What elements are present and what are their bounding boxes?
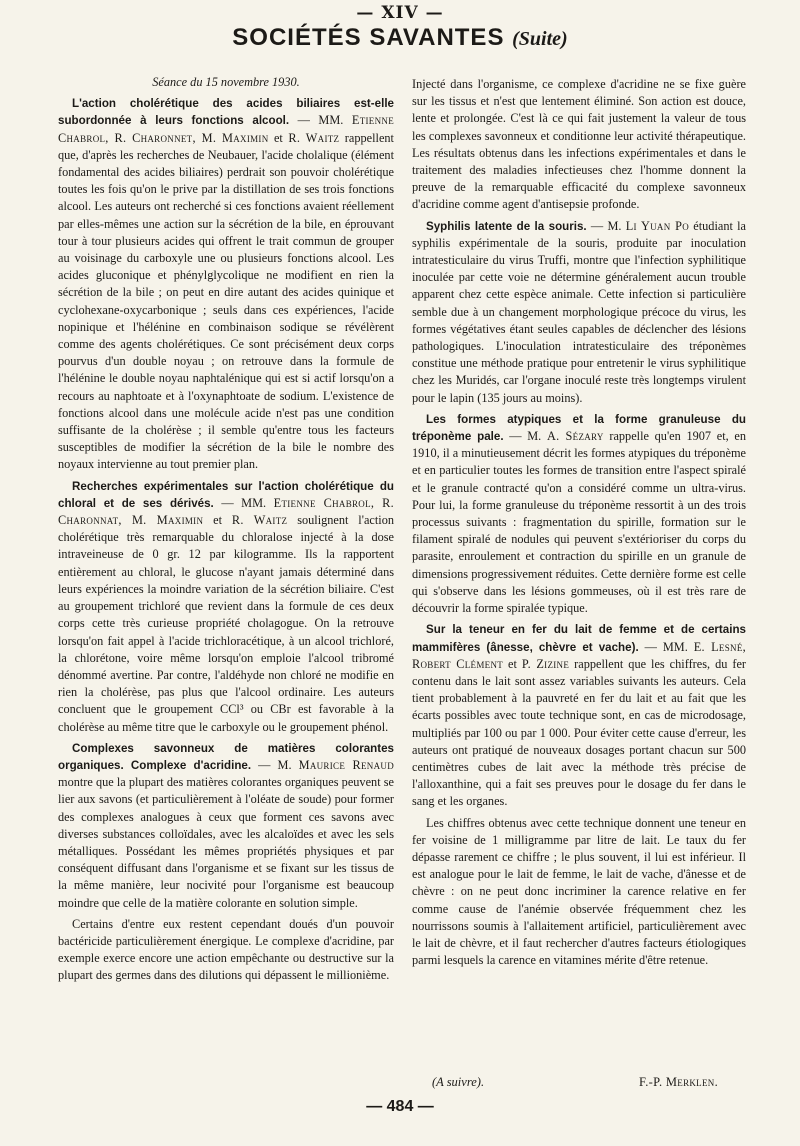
left-column (58, 74, 394, 1102)
article-title: Recherches expérimentales sur l'action cholérétique du chloral et de ses dérivés. (58, 479, 394, 510)
signature-author: F.-P. Merklen. (639, 1075, 718, 1089)
authors: E. Lesné, Robert Clément (412, 639, 746, 671)
right-column (412, 76, 746, 1104)
article-acides-biliaires (58, 95, 394, 473)
article-acridine (58, 740, 394, 912)
title-suite: (Suite) (512, 28, 568, 50)
authors-and: et (203, 513, 232, 528)
article-title: Syphilis latente de la souris. (426, 219, 587, 233)
authors-last: P. Zizine (521, 656, 570, 671)
article-fer-lait (412, 621, 746, 810)
to-be-continued: (A suivre). (432, 1075, 485, 1089)
page-number: — 484 — (366, 1098, 434, 1115)
authors-prefix: — M. (251, 757, 299, 772)
authors-prefix: — MM. (638, 639, 694, 654)
authors: Etienne Chabrol, R. Charonnat, M. Maximin (58, 495, 394, 528)
article-title: Complexes savonneux de matières colorantes organiques. Complexe d'acridine. (58, 741, 394, 772)
authors: A. Sézary (546, 429, 604, 444)
article-treponeme (412, 411, 746, 617)
article-acridine-continued: Injecté dans l'organisme, ce complexe d'acridine ne se fixe guère sur les tissus et n'est que lentement éliminé. Son action est douce, lente et prolongée. C'est là ce qui fait justement la valeur de tous les complexes savonneux et conditionne leur activité thérapeutique. Les résultats obtenus dans les infections expérimentales et dans le traitement des maladies infectieuses chez l'homme donnent la preuve de la remarquable efficacité du complexe savonneux d'acridine comme agent d'antisepsie profonde. (412, 77, 746, 212)
authors-last: R. Waitz (288, 130, 340, 145)
article-chloral (58, 478, 394, 736)
authors: Li Yuan Po (625, 218, 690, 233)
roman-folio: — XIV — (356, 3, 444, 23)
authors-prefix: — M. (503, 429, 547, 444)
authors-last: R. Waitz (231, 513, 288, 528)
article-body: montre que la plupart des matières colorantes organiques peuvent se lier aux savons (et particulièrement à l'oléate de soude) pour former des complexes analogues à ceux que forment ces savons avec diverses substances colloïdales, avec les alcaloïdes et avec les sels métalliques. Possédant les mêmes propriétés physiques et par conséquent diffusant dans l'organisme et se fixant sur les tissus de la même manière, leur nocivité pour l'organisme est beaucoup moindre que celle de la matière colorante en solution simple. (58, 775, 394, 910)
authors: Maurice Renaud (298, 757, 394, 772)
article-title: Les formes atypiques et la forme granuleuse du tréponème pale. (412, 412, 746, 444)
article-signoff (412, 1075, 746, 1095)
article-title: Sur la teneur en fer du lait de femme et de certains mammifères (ânesse, chèvre et vache). (412, 623, 746, 654)
authors-and: et (503, 656, 522, 671)
article-title: L'action cholérétique des acides biliaires est-elle subordonnée à leurs fonctions alcool. (58, 97, 394, 128)
authors-prefix: — MM. (213, 495, 274, 510)
authors-prefix: — M. (586, 218, 626, 233)
authors: Etienne Chabrol, R. Charonnet, M. Maximin (58, 113, 394, 145)
authors-prefix: — MM. (289, 113, 352, 128)
page-title (0, 24, 800, 52)
article-body: rappellent que les chiffres, du fer contenu dans le lait sont assez variables suivants les auteurs. Cela tient probablement à la pauvreté en fer du lait et au fait que les écarts possibles avec toute technique sont, en cas de microdosage, multipliés par 100 ou par 1 000. Pour éviter cette cause d'erreur, les auteurs ont pratiqué de nouveaux dosages portant chacun sur 500 centimètres cubes de lait avec la méthode très précise de l'alloxanthine, qui a fait ses preuves pour le dosage du fer dans le sang et les organes. (412, 656, 746, 809)
article-acridine-paragraph-2: Certains d'entre eux restent cependant doués d'un pouvoir bactéricide particulièrement énergique. Le complexe d'acridine, par exemple exerce encore une action empêchante ou destructive sur la plupart des germes dans des dilutions qui dépassent le millionième. (58, 916, 394, 983)
title-main: SOCIÉTÉS SAVANTES (232, 24, 505, 51)
article-syphilis-souris (412, 218, 746, 407)
authors-and: et (268, 130, 289, 145)
article-body: rappellent que, d'après les recherches de Neubauer, l'acide cholalique (élément fondamental des acides biliaires) perdrait son pouvoir cholérétique toutes les fois qu'on le prive par la distillation de ses trois fonctions alcool. Les auteurs ont recherché si ces fonctions avaient réellement par elles-mêmes une action sur la sécrétion de la bile, en éprouvant tour à tour plusieurs acides qui offrent le trait commun de grouper au voisinage du carboxyle une ou plusieurs fonctions alcool. Les acides gluconique et phénylglycolique ne modifient en rien la sécrétion de la bile ; on peut en dire autant des acides quinique et cyclohexane-oxycarbonique ; seuls dans ces expériences, l'acide nopinique et l'hélénine en combinaison sodique se révélèrent comme des agents cholérétiques. Ce sont précisément deux corps pourvus d'un double noyau ; on retrouve dans la formule de l'hélénine le double noyau naphtalénique qui est si actif lorsqu'on a recours au naphtoate et à l'oxynaphtoate de sodium. L'existence de fonctions alcool dans une molécule acide n'est pas une condition suffisante de la cholérèse ; il semble qu'entre tous les facteurs susceptibles de modifier la sécrétion de la bile le nombre des noyaux intervienne au tout premier plan. (58, 130, 394, 472)
seance-date: Séance du 15 novembre 1930. (152, 75, 300, 89)
article-body: soulignent l'action cholérétique très remarquable du chloralose injecté à la dose intraveineuse de 0 gr. 12 par kilogramme. Ils la rapportent entièrement au chloral, le glucose n'ayant jamais déterminé dans leurs expériences la moindre variation de la sécrétion biliaire. C'est au groupement trichloré que revient dans la formule de ces deux corps cette très curieuse propriété cholagogue. On la retrouve lorsqu'on fait appel à l'acide trichloracétique, à un alcool trichloré, la chlorétone, voire même lorsqu'on emploie l'alcool tribromé dénommé avertine. Par contre, l'aldéhyde non chloré ne modifie en rien la cholérèse, pas plus que l'alcool ordinaire. Les auteurs concluent que le groupement CCl³ ou CBr est favorable à la cholérèse au même titre que le carboxyle ou le groupement phénol. (58, 513, 394, 734)
article-body: rappelle qu'en 1907 et, en 1910, il a minutieusement décrit les formes atypiques du tréponème et en particulier toutes les formes de transition entre l'aspect spiralé et le granule contracté qu'on a considéré comme un ultra-virus. Pour lui, la forme granuleuse du tréponème ressortit à un des trois processus suivants : fragmentation du spirille, formation sur le filament spiralé de nodules qui peuvent s'extérioriser du corps du parasite, enroulement et contraction du spirille en un granule de dimensions progressivement réduites. Cette dernière forme est celle qui s'observe dans les lésions gommeuses, où il est très rare de découvrir la forme spiralée typique. (412, 429, 746, 616)
article-fer-lait-paragraph-2: Les chiffres obtenus avec cette technique donnent une teneur en fer voisine de 1 milligramme par litre de lait. Le taux du fer dépasse rarement ce chiffre ; le plus souvent, il lui est inférieur. Il est analogue pour le lait de femme, le lait de vache, d'ânesse et de chèvre : on ne peut donc incriminer la carence relative en fer comme cause de l'anémie observée fréquemment chez les nourrissons soumis à l'allaitement artificiel, particulièrement avec le lait de chèvre, et il faut rechercher d'autres facteurs étiologiques parmi lesquels la carence en vitamines mérite d'être retenue. (412, 815, 746, 968)
article-body: étudiant la syphilis expérimentale de la souris, produite par inoculation intratesticulaire du virus Truffi, montre que l'infection syphilitique inoculée par cette voie ne détermine généralement aucun trouble apparent chez cette espèce animale. Cette infection si particulière semble due à un changement morphologique précoce du virus, les formes végétatives étant seules capables de déclencher des lésions pathologiques. L'inoculation intratesticulaire des tréponèmes constitue une méthode pratique pour entretenir le virus syphilitique chez les Muridés, car l'organe inoculé reste très longtemps virulent pour le lapin (135 jours au moins). (412, 218, 746, 405)
